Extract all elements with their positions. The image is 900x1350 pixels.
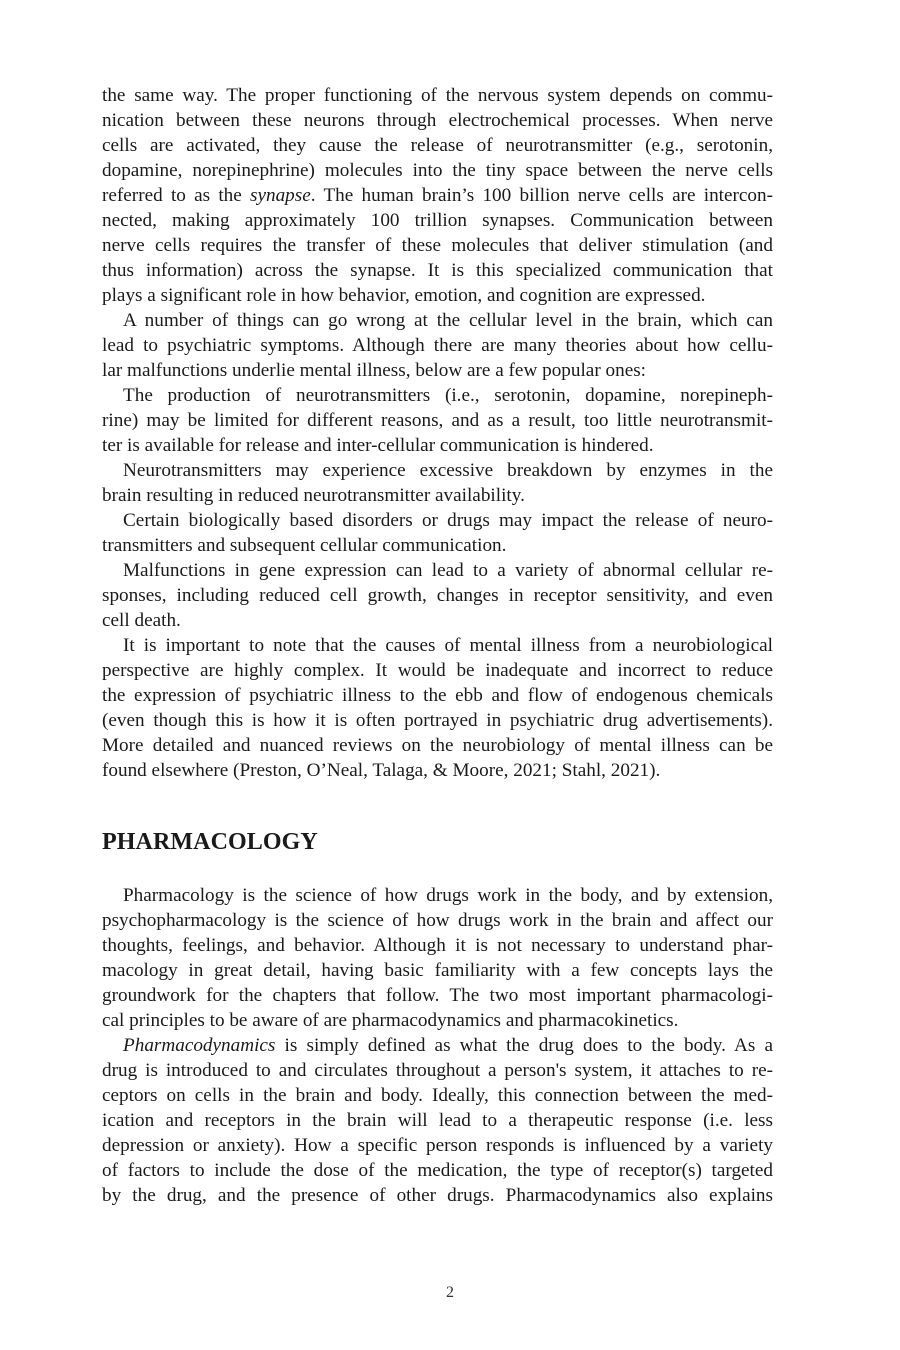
text-line: (even though this is how it is often portrayed in psychiatric drug advertisements).: [102, 710, 773, 731]
text-line: cell death.: [102, 610, 181, 631]
text-line: The production of neurotransmitters (i.e., serotonin, dopamine, norepineph-: [123, 385, 773, 406]
text-line: nication between these neurons through electrochemical processes. When nerve: [102, 110, 773, 131]
text-line: of factors to include the dose of the medication, the type of receptor(s) targeted: [102, 1160, 773, 1181]
emphasized-term: Pharmacodynamics: [123, 1035, 276, 1056]
text-line: More detailed and nuanced reviews on the neurobiology of mental illness can be: [102, 735, 773, 756]
text-line: Pharmacology is the science of how drugs work in the body, and by extension,: [123, 885, 773, 906]
text-line: dopamine, norepinephrine) molecules into the tiny space between the nerve cells: [102, 160, 773, 181]
text-line: found elsewhere (Preston, O’Neal, Talaga, & Moore, 2021; Stahl, 2021).: [102, 760, 661, 781]
text-line: It is important to note that the causes of mental illness from a neurobiological: [123, 635, 773, 656]
text-line: the expression of psychiatric illness to the ebb and flow of endogenous chemicals: [102, 685, 773, 706]
text-line: referred to as the synapse. The human brain’s 100 billion nerve cells are intercon-: [102, 185, 773, 206]
text-line: sponses, including reduced cell growth, changes in receptor sensitivity, and even: [102, 585, 773, 606]
text-line: cal principles to be aware of are pharmacodynamics and pharmacokinetics.: [102, 1010, 679, 1031]
text-line: lar malfunctions underlie mental illness, below are a few popular ones:: [102, 360, 647, 381]
text-line: macology in great detail, having basic familiarity with a few concepts lays the: [102, 960, 773, 981]
text-line: lead to psychiatric symptoms. Although there are many theories about how cellu-: [102, 335, 773, 356]
text-line: brain resulting in reduced neurotransmitter availability.: [102, 485, 525, 506]
text-line: ceptors on cells in the brain and body. Ideally, this connection between the med-: [102, 1085, 773, 1106]
text-line: transmitters and subsequent cellular communication.: [102, 535, 507, 556]
text-line: perspective are highly complex. It would be inadequate and incorrect to reduce: [102, 660, 773, 681]
text-line: Certain biologically based disorders or drugs may impact the release of neuro-: [123, 510, 773, 531]
text-line: cells are activated, they cause the release of neurotransmitter (e.g., serotonin,: [102, 135, 773, 156]
text-line: psychopharmacology is the science of how drugs work in the brain and affect our: [102, 910, 773, 931]
text-line: Malfunctions in gene expression can lead to a variety of abnormal cellular re-: [123, 560, 773, 581]
text-line: thoughts, feelings, and behavior. Although it is not necessary to understand phar-: [102, 935, 773, 956]
text-line: drug is introduced to and circulates throughout a person's system, it attaches to re-: [102, 1060, 773, 1081]
body-text-pharmacology: [102, 883, 773, 1208]
text-line: ication and receptors in the brain will lead to a therapeutic response (i.e. less: [102, 1110, 773, 1131]
text-line: by the drug, and the presence of other drugs. Pharmacodynamics also explains: [102, 1185, 773, 1206]
text-line: rine) may be limited for different reasons, and as a result, too little neurotransmit-: [102, 410, 773, 431]
text-line: Neurotransmitters may experience excessive breakdown by enzymes in the: [123, 460, 773, 481]
emphasized-term: synapse: [250, 185, 311, 206]
text-line: plays a significant role in how behavior, emotion, and cognition are expressed.: [102, 285, 706, 306]
text-line: Pharmacodynamics is simply defined as what the drug does to the body. As a: [123, 1035, 773, 1056]
body-text-neurobiology: [102, 83, 773, 783]
text-line: depression or anxiety). How a specific person responds is influenced by a variety: [102, 1135, 773, 1156]
text-line: thus information) across the synapse. It is this specialized communication that: [102, 260, 773, 281]
text-line: ter is available for release and inter-cellular communication is hindered.: [102, 435, 654, 456]
text-line: groundwork for the chapters that follow. The two most important pharmacologi-: [102, 985, 773, 1006]
text-line: the same way. The proper functioning of the nervous system depends on commu-: [102, 85, 773, 106]
section-heading: PHARMACOLOGY: [102, 829, 318, 855]
text-line: nerve cells requires the transfer of these molecules that deliver stimulation (and: [102, 235, 773, 256]
text-line: nected, making approximately 100 trillion synapses. Communication between: [102, 210, 773, 231]
text-line: A number of things can go wrong at the cellular level in the brain, which can: [123, 310, 773, 331]
page-number: 2: [446, 1284, 454, 1301]
